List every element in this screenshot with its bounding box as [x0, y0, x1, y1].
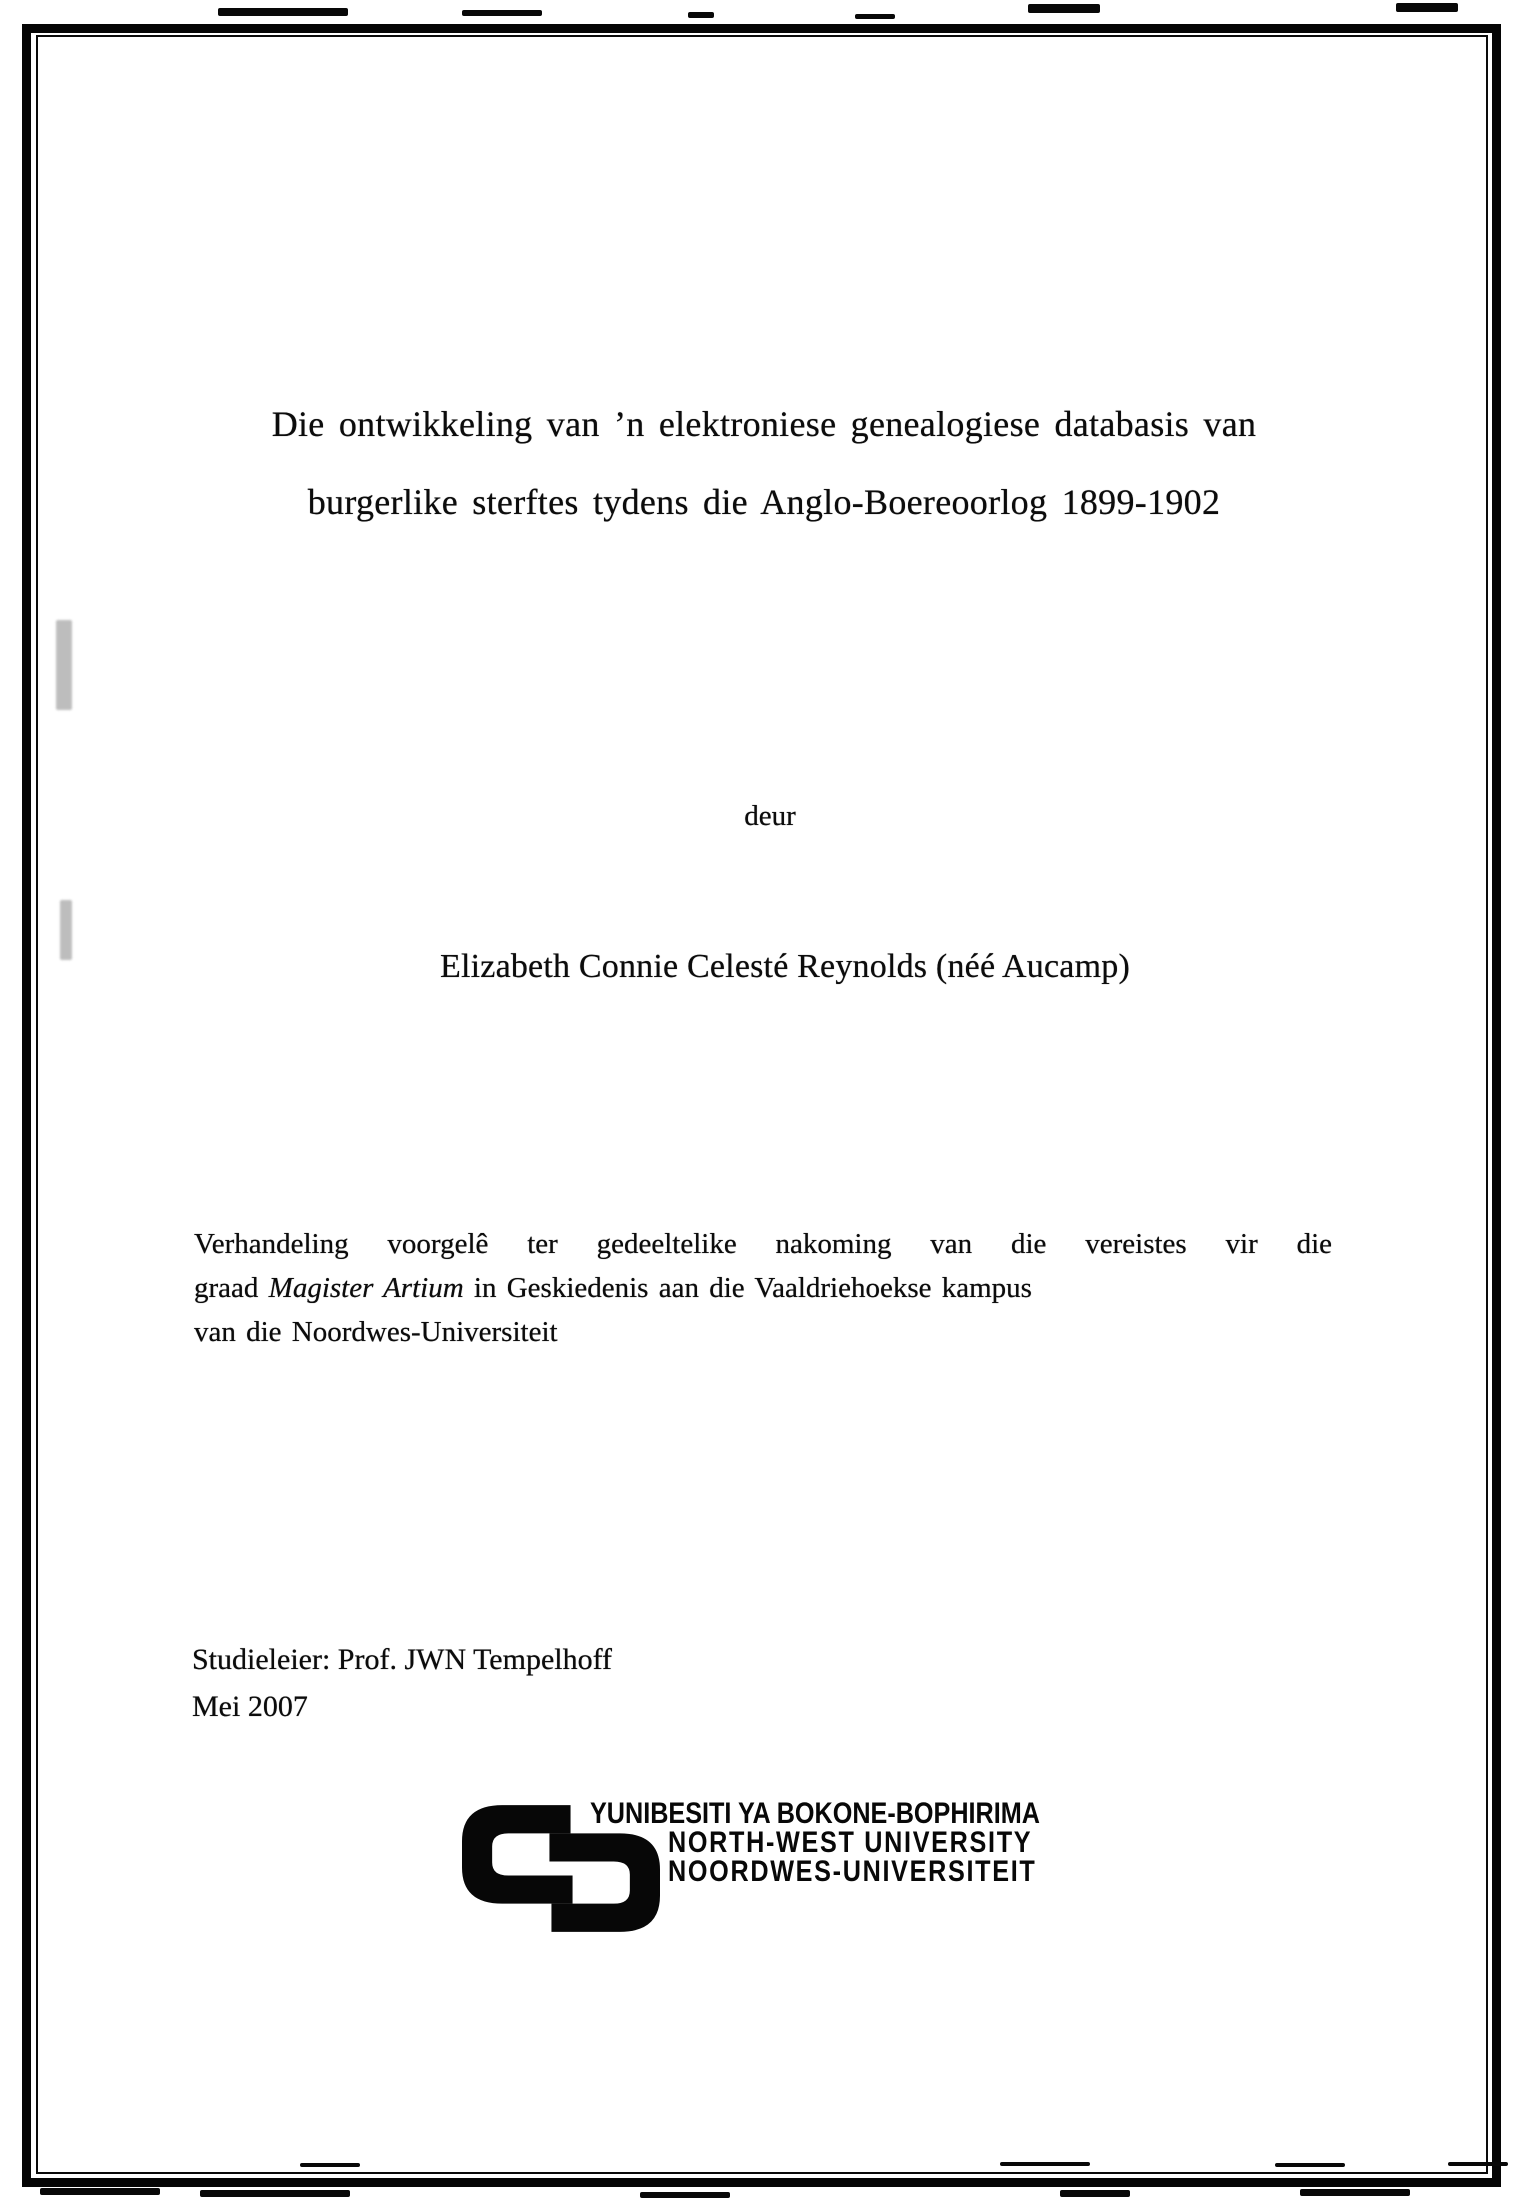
thesis-title-line-2: burgerlike sterftes tydens die Anglo-Boereoorlog 1899-1902: [307, 482, 1221, 522]
scan-artifact: [1300, 2189, 1410, 2196]
scan-artifact: [1396, 3, 1458, 12]
scan-artifact: [1060, 2190, 1130, 2197]
university-wordmark: [590, 1799, 1126, 1886]
scan-artifact: [688, 12, 714, 18]
university-name-english: NORTH-WEST UNIVERSITY: [668, 1826, 1033, 1859]
scan-artifact: [218, 8, 348, 16]
thesis-title: [190, 385, 1338, 541]
scan-artifact: [300, 2163, 360, 2167]
university-name-setswana: YUNIBESITI YA BOKONE-BOPHIRIMA: [590, 1797, 1040, 1830]
scan-artifact: [200, 2190, 350, 2197]
supervisor-block: [192, 1636, 612, 1730]
thesis-title-line-1: Die ontwikkeling van ’n elektroniese genealogiese databasis van: [271, 404, 1257, 444]
scan-artifact: [1000, 2162, 1090, 2166]
byline-label: deur: [744, 800, 796, 832]
thesis-statement-line-2-post: in Geskiedenis aan die Vaaldriehoekse kampus: [463, 1272, 1032, 1304]
supervisor-line: Studieleier: Prof. JWN Tempelhoff: [192, 1643, 613, 1676]
date-line: Mei 2007: [192, 1690, 308, 1723]
scan-artifact: [462, 10, 542, 16]
scan-artifact: [640, 2192, 730, 2198]
scan-artifact: [855, 14, 895, 19]
scan-artifact: [1275, 2163, 1345, 2167]
thesis-statement-line-2: [194, 1266, 1332, 1310]
author-name: Elizabeth Connie Celesté Reynolds (néé Aucamp): [440, 948, 1130, 985]
degree-name: Magister Artium: [268, 1272, 464, 1304]
scan-artifact: [60, 900, 72, 960]
scan-artifact: [56, 620, 72, 710]
thesis-statement-line-3: van die Noordwes-Universiteit: [194, 1316, 558, 1348]
scan-artifact: [40, 2188, 160, 2195]
university-name-afrikaans: NOORDWES-UNIVERSITEIT: [668, 1855, 1037, 1888]
thesis-statement-line-1: Verhandeling voorgelê ter gedeeltelike nakoming van die vereistes vir die: [194, 1228, 1332, 1260]
thesis-statement: [194, 1222, 1332, 1354]
thesis-statement-line-2-pre: graad: [194, 1272, 269, 1304]
scan-artifact: [1028, 4, 1100, 13]
scan-artifact: [1448, 2162, 1508, 2166]
